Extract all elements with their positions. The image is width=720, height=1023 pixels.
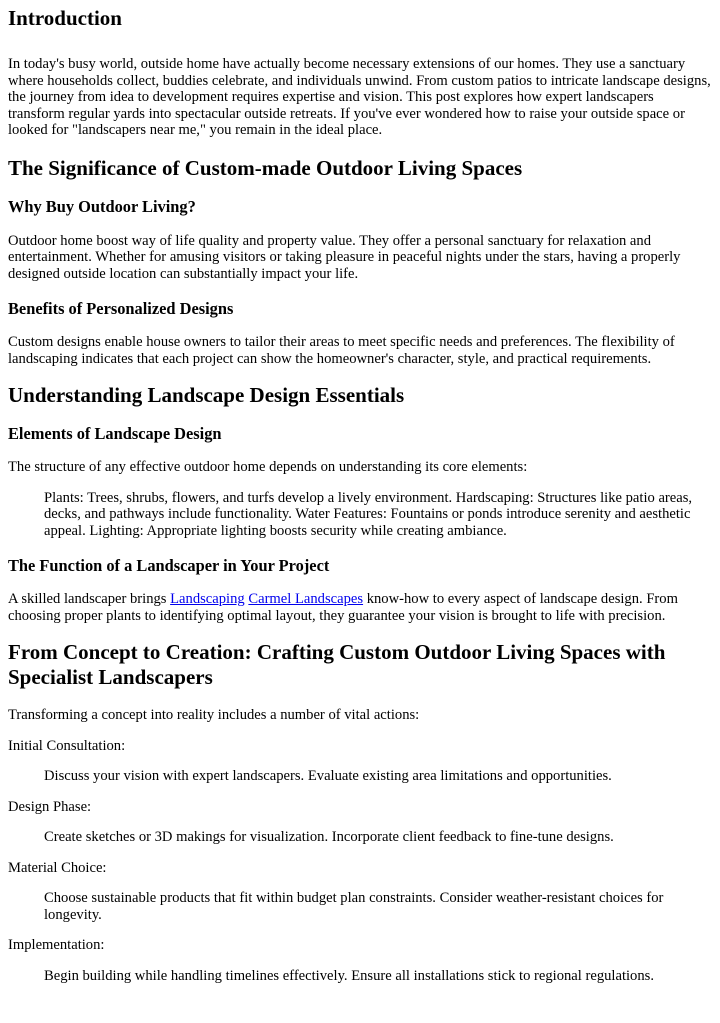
elements-paragraph: The structure of any effective outdoor home depends on understanding its core elements: xyxy=(8,459,528,475)
step-detail-implementation: Begin building while handling timelines effectively. Ensure all installations stick to regional regulations. xyxy=(44,967,654,984)
elements-quote: Plants: Trees, shrubs, flowers, and turfs develop a lively environment. Hardscaping: Structures like patio areas, decks, and pathways include functionality. Water Features: Fountains or ponds introduce serenity and aesthetic appeal. Lighting: Appropriate lighting boosts security while creating ambiance. xyxy=(44,489,693,539)
step-label-consultation: Initial Consultation: xyxy=(8,737,126,754)
function-heading: The Function of a Landscaper in Your Project xyxy=(8,556,330,575)
step-detail-design: Create sketches or 3D makings for visualization. Incorporate client feedback to fine-tune designs. xyxy=(44,829,614,845)
concept-paragraph: Transforming a concept into reality includes a number of vital actions: xyxy=(8,707,420,723)
why-heading: Why Buy Outdoor Living? xyxy=(8,196,196,216)
article xyxy=(0,6,720,984)
landscaping-link[interactable]: Landscaping xyxy=(170,591,245,607)
benefits-paragraph: Custom designs enable house owners to tailor their areas to meet specific needs and preferences. The flexibility of landscaping indicates that each project can show the homeowner's character, style, and practical requirements. xyxy=(8,334,675,367)
essentials-heading: Understanding Landscape Design Essentials xyxy=(8,383,405,407)
step-label-implementation: Implementation: xyxy=(8,937,105,953)
significance-heading: The Significance of Custom-made Outdoor Living Spaces xyxy=(8,155,523,180)
elements-heading: Elements of Landscape Design xyxy=(8,424,222,443)
why-paragraph: Outdoor home boost way of life quality and property value. They offer a personal sanctuary for relaxation and entertainment. Whether for amusing visitors or taking pleasure in peaceful nights under the stars, having a properly designed outside location can substantially impact your life. xyxy=(8,232,681,282)
function-paragraph xyxy=(8,591,712,624)
step-detail-consultation: Discuss your vision with expert landscapers. Evaluate existing area limitations and opportunities. xyxy=(44,768,612,784)
intro-paragraph: In today's busy world, outside home have actually become necessary extensions of our homes. They use a sanctuary where households collect, buddies celebrate, and individuals unwind. From custom patios to intricate landscape designs, the journey from idea to development requires expertise and vision. This post explores how expert landscapers transform regular yards into spectacular outside retreats. If you've ever wondered how to raise your outside space or looked for "landscapers near me," you remain in the ideal place. xyxy=(8,56,711,138)
step-label-material: Material Choice: xyxy=(8,859,107,876)
carmel-landscapes-link[interactable]: Carmel Landscapes xyxy=(248,591,364,607)
intro-heading: Introduction xyxy=(8,6,122,30)
step-label-design: Design Phase: xyxy=(8,798,92,815)
benefits-heading: Benefits of Personalized Designs xyxy=(8,299,234,318)
function-text-after: know-how to every aspect of landscape design. From choosing proper plants to identifying optimal layout, they guarantee your vision is brought to life with precision. xyxy=(8,591,678,624)
step-detail-material: Choose sustainable products that fit within budget plan constraints. Consider weather-resistant choices for longevity. xyxy=(44,890,664,923)
function-text-before: A skilled landscaper brings xyxy=(8,591,171,607)
concept-heading: From Concept to Creation: Crafting Custom Outdoor Living Spaces with Specialist Landscapers xyxy=(8,640,666,689)
